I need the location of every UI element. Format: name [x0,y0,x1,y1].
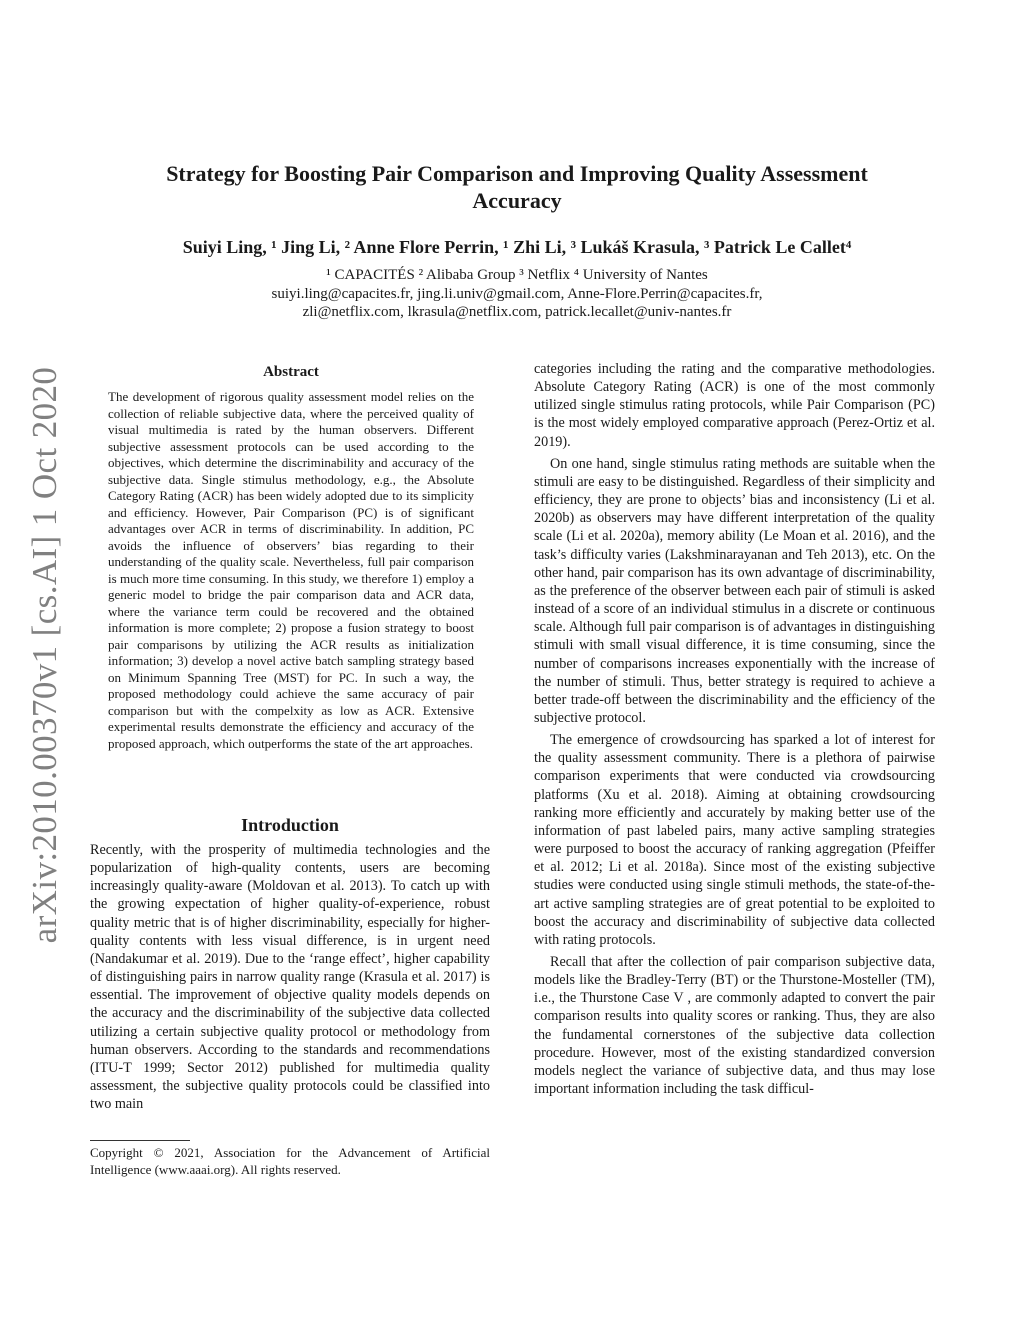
email-line[interactable]: zli@netflix.com, lkrasula@netflix.com, patrick.lecallet@univ-nantes.fr [302,304,732,320]
affiliations: ¹ CAPACITÉS ² Alibaba Group ³ Netflix ⁴ University of Nantes [326,267,708,283]
title-line-1: Strategy for Boosting Pair Comparison and Improving Quality Assessment [166,161,868,186]
title-line-2: Accuracy [472,188,562,213]
intro-paragraph: Recently, with the prosperity of multimedia technologies and the popularization of high-quality contents, users are becoming increasingly quality-aware (Moldovan et al. 2013). To catch up with the growing expectation of higher quality-of-experience, robust quality metric that is of higher discriminability, especially for higher-quality contents with less visual difference, is in urgent need (Nandakumar et al. 2019). Due to the ‘range effect’, higher capability of distinguishing pairs in narrow quality range (Krasula et al. 2017) is essential. The improvement of objective quality models depends on the accuracy and the discriminability of the subjective data collected utilizing a certain subjective quality protocol or methodology from human observers. According to the standards and recommendations (ITU-T 1999; Sector 2012) published for multimedia quality assessment, the subjective quality protocols could be classified into two main [90,842,490,1113]
email-list [112,285,922,321]
email-line[interactable]: suiyi.ling@capacites.fr, jing.li.univ@gmail.com, Anne-Flore.Perrin@capacites.fr, [271,286,763,302]
paragraph: Recall that after the collection of pair comparison subjective data, models like the Bradley-Terry (BT) or the Thurstone-Mosteller (TM), i.e., the Thurstone Case V , are commonly adapted to convert the pair comparison results into quality scores or ranking. Thus, they are also the fundamental cornerstones of the subjective data collection procedure. However, most of the existing standardized conversion models neglect the variance of subjective data, and thus may lose important information including the task difficul- [534,954,935,1098]
paragraph: categories including the rating and the comparative methodologies. Absolute Category Rating (ACR) is one of the most commonly utilized single stimulus rating protocols, while Pair Comparison (PC) is the most widely employed comparative approach (Perez-Ortiz et al. 2019). [534,361,935,450]
introduction-heading: Introduction [241,815,339,835]
paper-title [112,160,922,214]
copyright-footnote: Copyright © 2021, Association for the Advancement of Artificial Intelligence (www.aaai.org). All rights reserved. [90,1145,490,1177]
abstract-text: The development of rigorous quality assessment model relies on the collection of reliable subjective data, where the perceived quality of visual multimedia is rated by the human observers. Different subjective assessment protocols can be used according to the objectives, which determine the discriminability and accuracy of the subjective data. Single stimulus methodology, e.g., the Absolute Category Rating (ACR) has been widely adopted due to its simplicity and efficiency. However, Pair Comparison (PC) is of significant advantages over ACR in terms of discriminability. In addition, PC avoids the influence of observers’ bias regarding to their understanding of the quality scale. Nevertheless, full pair comparison is much more time consuming. In this study, we therefore 1) employ a generic model to bridge the pair comparison data and ACR data, where the variance term could be recovered and the obtained information is more complete; 2) propose a fusion strategy to boost pair comparisons by utilizing the ACR results as initialization information; 3) develop a novel active batch sampling strategy based on Minimum Spanning Tree (MST) for PC. In such a way, the proposed methodology could achieve the same accuracy of pair comparison but with the compelxity as low as ACR. Extensive experimental results demonstrate the efficiency and accuracy of the proposed approach, which outperforms the state of the art approaches. [108,389,474,751]
right-column [534,360,935,1102]
footnote-divider [90,1140,190,1141]
abstract-heading: Abstract [263,364,319,380]
arxiv-stamp[interactable]: arXiv:2010.00370v1 [cs.AI] 1 Oct 2020 [25,366,64,944]
author-list: Suiyi Ling, ¹ Jing Li, ² Anne Flore Perrin, ¹ Zhi Li, ³ Lukáš Krasula, ³ Patrick Le Callet⁴ [182,237,852,257]
paragraph: The emergence of crowdsourcing has sparked a lot of interest for the quality assessment community. There is a plethora of pairwise comparison experiments that were conducted via crowdsourcing platforms (Xu et al. 2018). Aiming at obtaining crowdsourcing ranking more efficiently and accurately by making better use of the information of past labeled pairs, many active sampling strategies were purposed to boost the accuracy of ranking aggregation (Pfeiffer et al. 2012; Li et al. 2018a). Since most of the existing subjective studies were conducted using single stimuli methods, the state-of-the-art active sampling strategies are of great potential to be exploited to boost the accuracy and discriminability of subjective data collected with rating protocols. [534,732,935,948]
paragraph: On one hand, single stimulus rating methods are suitable when the stimuli are easy to be distinguished. Regardless of their simplicity and efficiency, they are prone to objects’ bias and inconsistency (Li et al. 2020b) as observers may have different interpretation of the quality scale (Li et al. 2020a), memory ability (Le Moan et al. 2016), and the task’s difficulty varies (Lakshminarayanan and Teh 2013), etc. On the other hand, pair comparison has its own advantage of discriminability, as the preference of the observer between each pair of stimuli is asked instead of a score of an individual stimulus in a discrete or continuous scale. Although full pair comparison is of advantages in distinguishing stimuli with small visual difference, it is time consuming, since the number of comparisons increases exponentially with the increase of the number of stimuli. Thus, better strategy is required to achieve a better trade-off between the discriminability and the efficiency of the subjective protocol. [534,455,935,726]
introduction-text [90,841,490,1113]
